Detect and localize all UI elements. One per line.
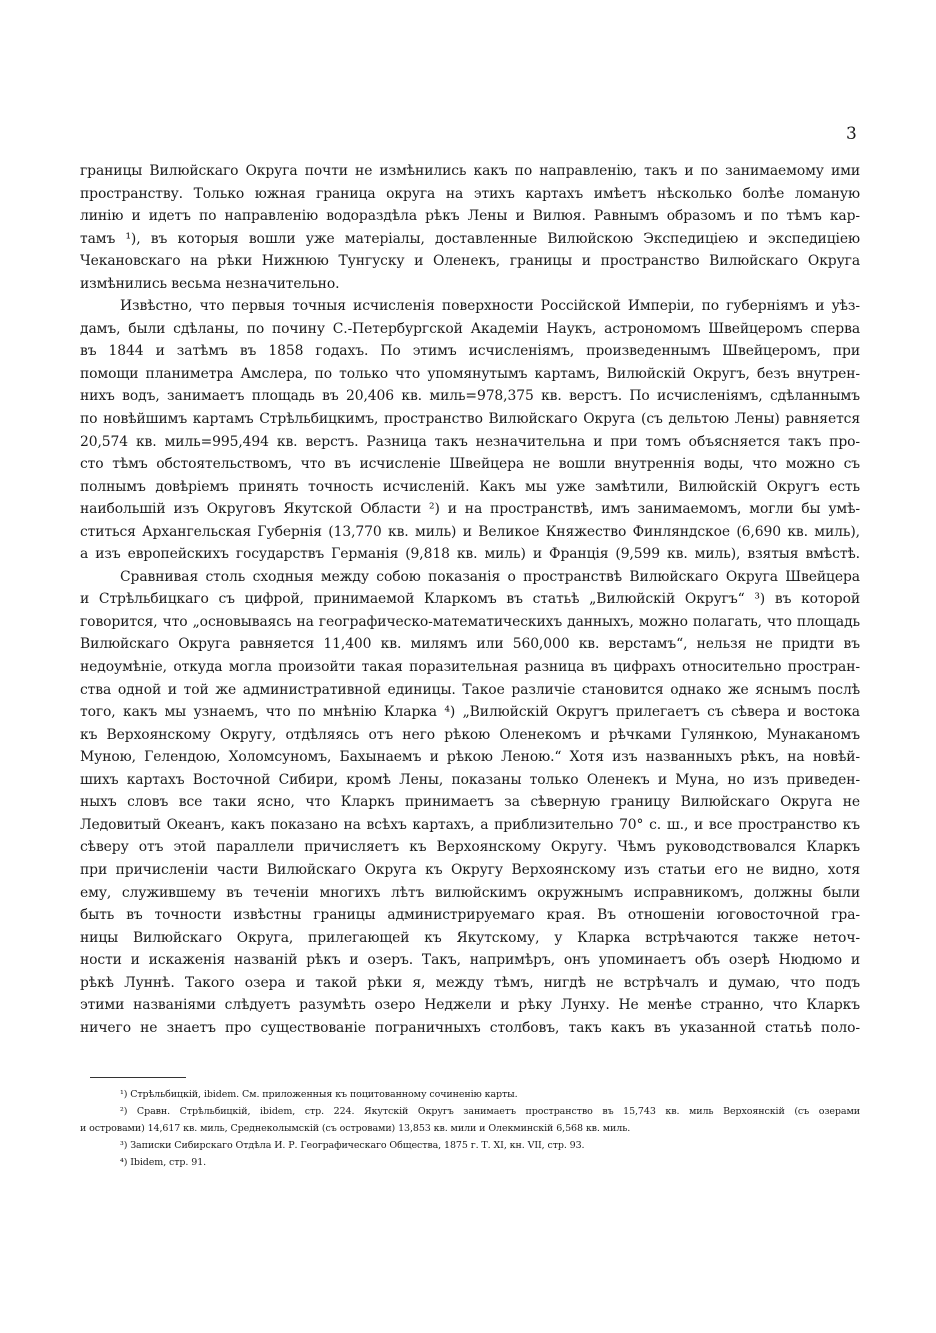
text-line: этими названіями слѣдуетъ разумѣть озеро Неджели и рѣку Лунху. Не менѣе странно, что Кларкъ — [80, 997, 860, 1014]
text-line: 20,574 кв. миль=995,494 кв. верстъ. Разница такъ незначительна и при томъ объясняется такъ про- — [80, 433, 860, 450]
text-line: Ледовитый Океанъ, какъ показано на всѣхъ картахъ, а приблизительно 70° с. ш., и все пространство къ — [80, 816, 860, 833]
text-line: ничего не знаетъ про существованіе пограничныхъ столбовъ, такъ какъ въ указанной статьѣ поло- — [80, 1019, 860, 1036]
text-line: при причисленіи части Вилюйскаго Округа къ Округу Верхоянскому изъ статьи его не видно, хотя — [80, 861, 860, 878]
footnote-divider — [90, 1077, 186, 1078]
text-line: Вилюйскаго Округа равняется 11,400 кв. милямъ или 560,000 кв. верстамъ“, нельзя не придти въ — [80, 636, 860, 653]
text-line: быть въ точности извѣстны границы администрируемаго края. Въ отношеніи юговосточной гра- — [80, 907, 860, 924]
text-line: пространству. Только южная граница округа на этихъ картахъ имѣетъ нѣсколько болѣе ломаную — [80, 185, 860, 202]
text-line: линію и идетъ по направленію водораздѣла рѣкъ Лены и Вилюя. Равнымъ образомъ и по тѣмъ кар- — [80, 208, 860, 225]
text-line: къ Верхоянскому Округу, отдѣляясь отъ него рѣкою Оленекомъ и рѣчками Гулянкою, Мунаканомъ — [80, 726, 860, 743]
text-line: ности и искаженія названій рѣкъ и озеръ. Такъ, напримѣръ, онъ упоминаетъ объ озерѣ Нюдюмо и — [80, 952, 860, 969]
page-number: 3 — [846, 124, 857, 144]
text-line: недоумѣніе, откуда могла произойти такая поразительная разница въ цифрахъ относительно простран- — [80, 659, 860, 676]
text-line: Сравнивая столь сходныя между собою показанія о пространствѣ Вилюйскаго Округа Швейцера — [120, 568, 860, 585]
text-line: по новѣйшимъ картамъ Стрѣльбицкимъ, пространство Вилюйскаго Округа (съ дельтою Лены) равняется — [80, 411, 860, 428]
text-line: и Стрѣльбицкаго съ цифрой, принимаемой Кларкомъ въ статьѣ „Вилюйскій Округъ“ ³) въ которой — [80, 591, 860, 608]
text-line: сѣверу отъ этой параллели причисляетъ къ Верхоянскому Округу. Чѣмъ руководствовался Кларкъ — [80, 839, 860, 856]
text-line: сто тѣмъ обстоятельствомъ, что въ исчисленіе Швейцера не вошли внутреннія воды, что можно съ — [80, 456, 860, 473]
text-line: ститься Архангельская Губернія (13,770 кв. миль) и Великое Княжество Финляндское (6,690 кв. миль), — [80, 523, 860, 540]
text-line: рѣкѣ Луннѣ. Такого озера и такой рѣки я, между тѣмъ, нигдѣ не встрѣчалъ и думаю, что подъ — [80, 974, 860, 991]
text-line: того, какъ мы узнаемъ, что по мнѣнію Кларка ⁴) „Вилюйскій Округъ прилегаетъ съ сѣвера и востока — [80, 704, 860, 721]
text-line: полнымъ довѣріемъ принять точность исчисленій. Какъ мы уже замѣтили, Вилюйскій Округъ есть — [80, 478, 860, 495]
text-line: наибольшій изъ Округовъ Якутской Области ²) и на пространствѣ, имъ занимаемомъ, могли бы умѣ- — [80, 501, 860, 518]
footnote-4: ⁴) Ibidem, стр. 91. — [120, 1157, 207, 1168]
footnotes — [80, 1086, 860, 1171]
text-line: ему, служившему въ теченіи многихъ лѣтъ вилюйскимъ окружнымъ исправникомъ, должны были — [80, 884, 860, 901]
text-line: дамъ, были сдѣланы, по почину С.-Петербургской Академіи Наукъ, астрономомъ Швейцеромъ сперва — [80, 320, 860, 337]
text-line: въ 1844 и затѣмъ въ 1858 годахъ. По этимъ исчисленіямъ, произведеннымъ Швейцеромъ, при — [80, 343, 860, 360]
footnote-3: ³) Записки Сибирскаго Отдѣла И. Р. Географическаго Общества, 1875 г. Т. XI, кн. VII, стр. 93. — [120, 1140, 585, 1151]
text-line: измѣнились весьма незначительно. — [80, 275, 340, 292]
text-line: нихъ водъ, занимаетъ площадь въ 20,406 кв. миль=978,375 кв. верстъ. По исчисленіямъ, сдѣланнымъ — [80, 388, 860, 405]
text-line: Муною, Гелендою, Холомсуномъ, Бахынаемъ и рѣкою Леною.“ Хотя изъ названныхъ рѣкъ, на новѣй- — [80, 749, 860, 766]
text-line: Чекановскаго на рѣки Нижнюю Тунгуску и Оленекъ, границы и пространство Вилюйскаго Округа — [80, 253, 860, 270]
text-line: помощи планиметра Амслера, по только что упомянутымъ картамъ, Вилюйскій Округъ, безъ внутрен- — [80, 365, 860, 382]
footnote-1: ¹) Стрѣльбицкій, ibidem. См. приложенныя къ поцитованному сочиненію карты. — [120, 1089, 518, 1100]
text-line: Извѣстно, что первыя точныя исчисленія поверхности Россійской Имперіи, по губерніямъ и уѣз- — [120, 298, 860, 315]
text-line: тамъ ¹), въ которыя вошли уже матеріалы, доставленные Вилюйскою Экспедиціею и экспедиціею — [80, 230, 860, 247]
body-text — [80, 160, 860, 1039]
text-line: границы Вилюйскаго Округа почти не измѣнились какъ по направленію, такъ и по занимаемому ими — [80, 163, 860, 179]
text-line: а изъ европейскихъ государствъ Германія (9,818 кв. миль) и Франція (9,599 кв. миль), взятыя вмѣстѣ. — [80, 546, 860, 563]
text-line: ства одной и той же административной единицы. Такое различіе становится однако же яснымъ послѣ — [80, 681, 860, 698]
text-line: говорится, что „основываясь на географическо-математическихъ данныхъ, можно полагать, что площадь — [80, 613, 860, 630]
text-line: ныхъ словъ все таки ясно, что Кларкъ принимаетъ за сѣверную границу Вилюйскаго Округа не — [80, 794, 860, 811]
text-line: ницы Вилюйскаго Округа, прилегающей къ Якутскому, у Кларка встрѣчаются также неточ- — [80, 929, 860, 946]
text-line: шихъ картахъ Восточной Сибири, кромѣ Лены, показаны только Оленекъ и Муна, но изъ приведен- — [80, 771, 860, 788]
footnote-2: ²) Сравн. Стрѣльбицкій, ibidem, стр. 224. Якутскій Округъ занимаетъ пространство въ 15,743 кв. миль Верхоянскій (съ озерами — [120, 1106, 860, 1117]
footnote-2-continued: и островами) 14,617 кв. миль, Среднеколымскій (съ островами) 13,853 кв. мили и Олекминскій 6,568 кв. миль. — [80, 1123, 631, 1134]
